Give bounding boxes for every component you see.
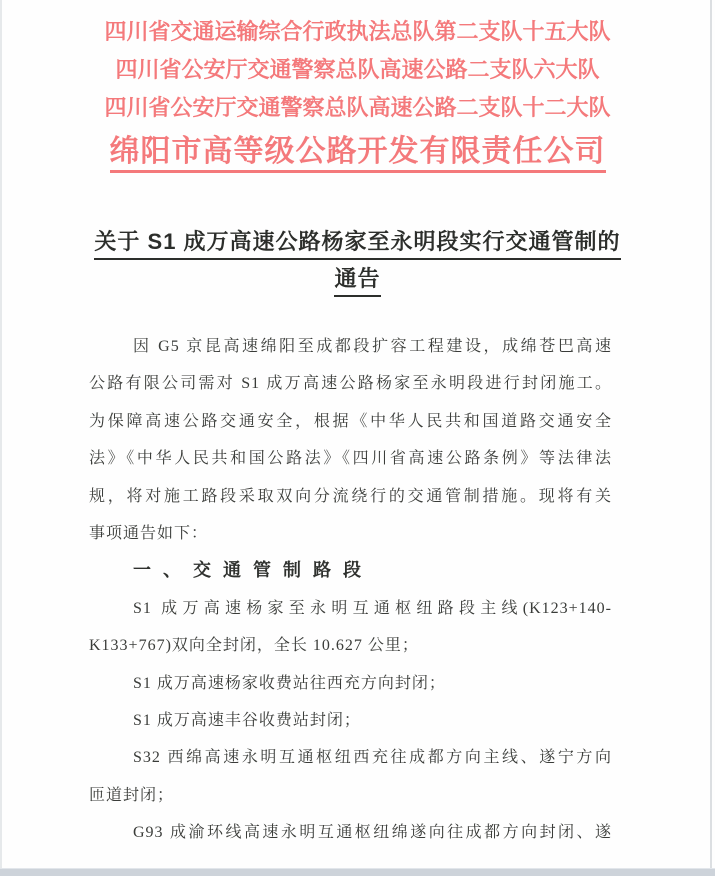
body-line-13: 匝道封闭； [89, 786, 175, 804]
body-line-12: S32 西绵高速永明互通枢纽西充往成都方向主线、遂宁方向 [133, 749, 612, 767]
body-line-10: S1 成万高速杨家收费站往西充方向封闭； [133, 674, 446, 692]
body-line-6: 事项通告如下： [89, 525, 209, 543]
letterhead-line-2: 四川省公安厅交通警察总队高速公路二支队六大队 [115, 57, 600, 82]
notice-title-line-1: 关于 S1 成万高速公路杨家至永明段实行交通管制的 [0, 223, 715, 260]
body-line-14: G93 成渝环线高速永明互通枢纽绵遂向往成都方向封闭、遂 [133, 824, 612, 842]
section-1-heading: 一、交通管制路段 [133, 560, 373, 581]
company-name: 绵阳市高等级公路开发有限责任公司 [110, 135, 606, 173]
scan-edge-left [0, 0, 2, 876]
scan-edge-bottom [0, 868, 715, 876]
red-letterhead [0, 13, 715, 127]
letterhead-line-1: 四川省交通运输综合行政执法总队第二支队十五大队 [104, 19, 611, 44]
body-line-5: 规，将对施工路段采取双向分流绕行的交通管制措施。现将有关 [89, 487, 612, 505]
notice-title-line-2: 通告 [0, 260, 715, 297]
body-line-8: S1 成万高速杨家至永明互通枢纽路段主线(K123+140- [133, 599, 612, 617]
body-line-3: 为保障高速公路交通安全，根据《中华人民共和国道路交通安全 [89, 412, 612, 430]
notice-body [89, 328, 612, 852]
body-line-4: 法》《中华人民共和国公路法》《四川省高速公路条例》等法律法 [89, 450, 612, 468]
letterhead-line-3: 四川省公安厅交通警察总队高速公路二支队十二大队 [104, 95, 611, 120]
scan-edge-right [710, 0, 712, 876]
body-line-1: 因 G5 京昆高速绵阳至成都段扩容工程建设，成绵苍巴高速 [133, 338, 612, 355]
body-line-2: 公路有限公司需对 S1 成万高速公路杨家至永明段进行封闭施工。 [89, 375, 612, 393]
body-line-9: K133+767)双向全封闭，全长 10.627 公里； [89, 637, 419, 655]
body-line-11: S1 成万高速丰谷收费站封闭； [133, 712, 361, 730]
company-letterhead [0, 130, 715, 174]
notice-title [0, 223, 715, 297]
